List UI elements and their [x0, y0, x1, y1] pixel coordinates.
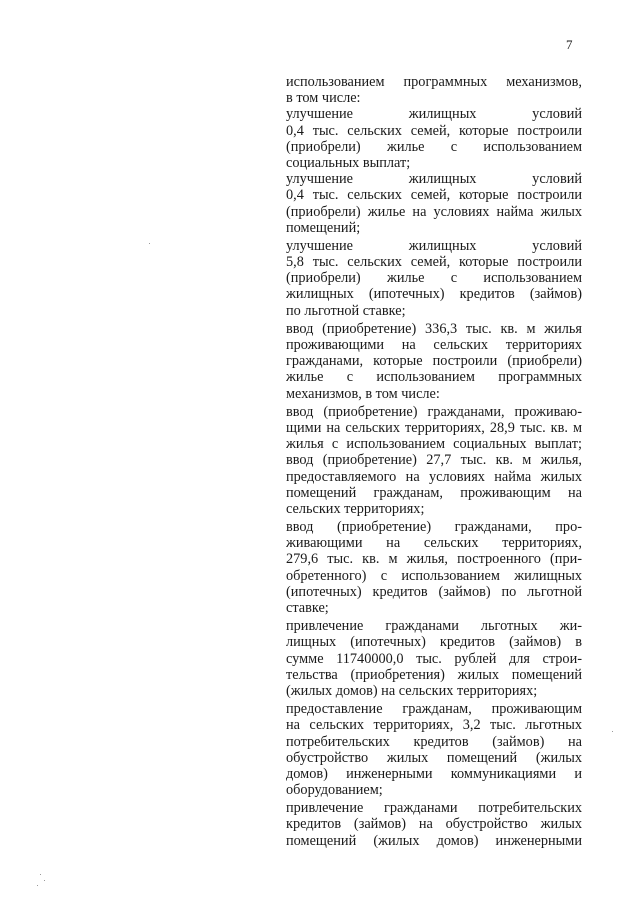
- scan-speck: [40, 874, 41, 875]
- scan-speck: [37, 885, 38, 886]
- text-line: привлечение гражданами льготных жи-: [286, 618, 582, 635]
- text-line: предоставляемого на условиях найма жилых: [286, 468, 582, 485]
- text-line: помещений (жилых домов) инженерными: [286, 832, 582, 849]
- text-line: гражданами, которые построили (приобрели): [286, 353, 582, 370]
- text-line: жилищных (ипотечных) кредитов (займов): [286, 286, 582, 303]
- scan-speck: [149, 243, 150, 244]
- text-line: (жилых домов) на сельских территориях;: [286, 682, 538, 699]
- text-line: (приобрели) жилье с использованием: [286, 138, 582, 155]
- text-line: оборудованием;: [286, 782, 383, 799]
- scan-speck: [612, 731, 613, 732]
- text-line: (приобрели) жилье с использованием: [286, 270, 582, 287]
- text-line: обретенного) с использованием жилищных: [286, 567, 582, 584]
- page-number: 7: [566, 37, 573, 52]
- text-line: предоставление гражданам, проживающим: [286, 701, 582, 718]
- text-line: жилья с использованием социальных выплат;: [286, 436, 582, 453]
- text-line: помещений;: [286, 219, 361, 236]
- text-line: домов) инженерными коммуникациями и: [286, 765, 582, 782]
- text-line: ставке;: [286, 600, 329, 616]
- text-line: привлечение гражданами потребительских: [286, 800, 582, 817]
- text-line: улучшение жилищных условий: [286, 171, 582, 188]
- text-line: использованием программных механизмов,: [286, 74, 582, 90]
- text-line: улучшение жилищных условий: [286, 106, 582, 123]
- text-line: 5,8 тыс. сельских семей, которые построили: [286, 254, 582, 271]
- text-line: сельских территориях;: [286, 500, 425, 517]
- text-line: ввод (приобретение) 27,7 тыс. кв. м жилья,: [286, 452, 582, 469]
- text-line: обустройство жилых помещений (жилых: [286, 749, 582, 766]
- text-line: потребительских кредитов (займов) на: [286, 733, 582, 750]
- scan-speck: [44, 880, 45, 881]
- text-line: живающими на сельских территориях,: [286, 535, 582, 552]
- text-line: (приобрели) жилье на условиях найма жилых: [286, 203, 582, 220]
- text-line: кредитов (займов) на обустройство жилых: [286, 816, 582, 833]
- text-line: 279,6 тыс. кв. м жилья, построенного (при-: [286, 551, 582, 568]
- text-line: в том числе:: [286, 90, 361, 107]
- text-line: проживающими на сельских территориях: [286, 337, 582, 353]
- text-line: улучшение жилищных условий: [286, 237, 582, 254]
- document-body: [286, 74, 582, 849]
- text-line: (ипотечных) кредитов (займов) по льготной: [286, 583, 582, 600]
- text-line: ввод (приобретение) гражданами, про-: [286, 519, 582, 536]
- text-line: 0,4 тыс. сельских семей, которые построили: [286, 122, 582, 139]
- text-line: механизмов, в том числе:: [286, 385, 440, 402]
- text-line: помещений гражданам, проживающим на: [286, 484, 582, 501]
- text-line: щими на сельских территориях, 28,9 тыс. кв. м: [286, 419, 582, 436]
- text-line: 0,4 тыс. сельских семей, которые построили: [286, 187, 582, 204]
- text-line: сумме 11740000,0 тыс. рублей для строи-: [286, 650, 582, 667]
- text-line: по льготной ставке;: [286, 302, 406, 319]
- text-line: жилье с использованием программных: [286, 369, 582, 386]
- text-line: социальных выплат;: [286, 154, 411, 171]
- text-line: ввод (приобретение) 336,3 тыс. кв. м жилья: [286, 320, 582, 337]
- text-line: лищных (ипотечных) кредитов (займов) в: [286, 634, 582, 651]
- text-line: на сельских территориях, 3,2 тыс. льготных: [286, 717, 582, 734]
- text-line: ввод (приобретение) гражданами, проживаю-: [286, 403, 582, 420]
- text-line: тельства (приобретения) жилых помещений: [286, 666, 582, 683]
